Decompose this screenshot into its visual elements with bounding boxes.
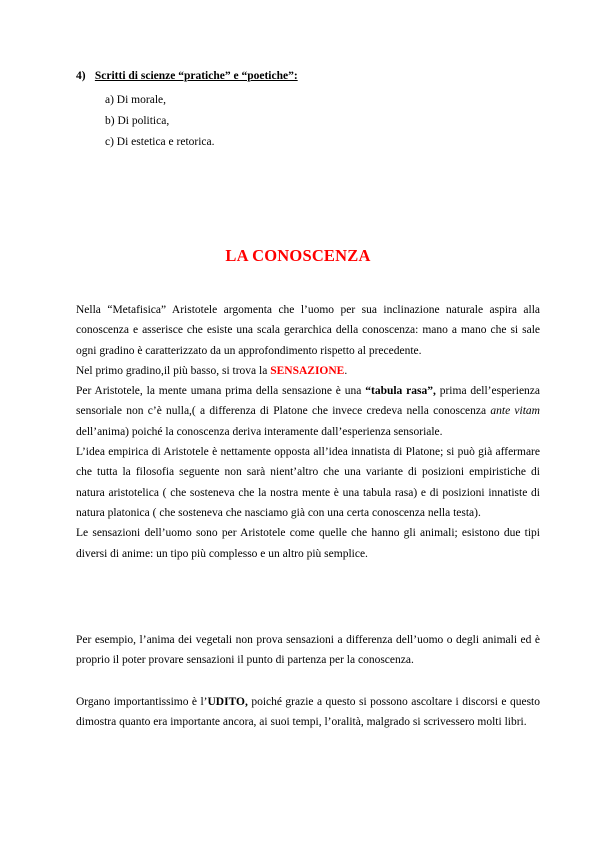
section-number: 4) xyxy=(76,70,86,82)
bold-term: “tabula rasa”, xyxy=(365,385,436,398)
paragraph: Nella “Metafisica” Aristotele argomenta che l’uomo per sua inclinazione naturale aspira alla conoscenza e asserisce che esiste una scala gerarchica della conoscenza: mano a mano che si sale ogni gradino è caratterizzato da un approfondimento rispetto al precedente. xyxy=(76,304,540,357)
paragraph xyxy=(76,692,540,733)
paragraph: L’idea empirica di Aristotele è nettamente opposta all’idea innatista di Platone; si può già affermare che tutta la filosofia seguente non sarà nient’altro che una variante di posizioni empiristiche di natura aristotelica ( che sosteneva che la nostra mente è una tabula rasa) e di posizioni innatiste di natura platonica ( che sosteneva che nasciamo già con una certa conoscenza nella testa). xyxy=(76,446,540,519)
list-item: a) Di morale, xyxy=(105,94,166,106)
paragraph: Per esempio, l’anima dei vegetali non prova sensazioni a differenza dell’uomo o degli animali ed è proprio il poter provare sensazioni il punto di partenza per la conoscenza. xyxy=(76,634,540,667)
text-run: dell’anima) poiché la conoscenza deriva interamente dall’esperienza sensoriale. xyxy=(76,425,443,438)
paragraph: Le sensazioni dell’uomo sono per Aristotele come quelle che hanno gli animali; esistono due tipi diversi di anime: un tipo più complesso e un altro più semplice. xyxy=(76,527,540,560)
list-item: b) Di politica, xyxy=(105,115,170,127)
text-run: Nel primo gradino,il più basso, si trova la xyxy=(76,364,271,377)
list-item: c) Di estetica e retorica. xyxy=(105,136,215,148)
paragraph xyxy=(76,361,540,381)
text-run: Per Aristotele, la mente umana prima della sensazione è una xyxy=(76,385,366,398)
text-run: prima dell’esperienza sensoriale non c’è nulla,( a differenza di Platone che invece credeva nella conoscenza xyxy=(76,385,541,418)
paragraph xyxy=(76,381,540,442)
text-run: poiché grazie a questo si possono ascoltare i discorsi e questo dimostra quanto era importante ancora, ai suoi tempi, l’oralità, malgrado si scrivessero molti libri. xyxy=(76,696,540,729)
italic-term: ante vitam xyxy=(490,405,540,418)
page-title: LA CONOSCENZA xyxy=(225,246,371,265)
body-text-block xyxy=(76,630,540,671)
section-title: Scritti di scienze “pratiche” e “poetiche”: xyxy=(94,70,298,82)
text-run: . xyxy=(344,364,348,377)
body-text-block xyxy=(76,692,540,733)
body-text-block xyxy=(76,300,540,564)
text-run: Organo importantissimo è l’ xyxy=(76,696,208,708)
section-heading xyxy=(76,70,298,82)
bold-term: UDITO, xyxy=(207,696,248,708)
highlight-term: SENSAZIONE xyxy=(270,364,345,377)
